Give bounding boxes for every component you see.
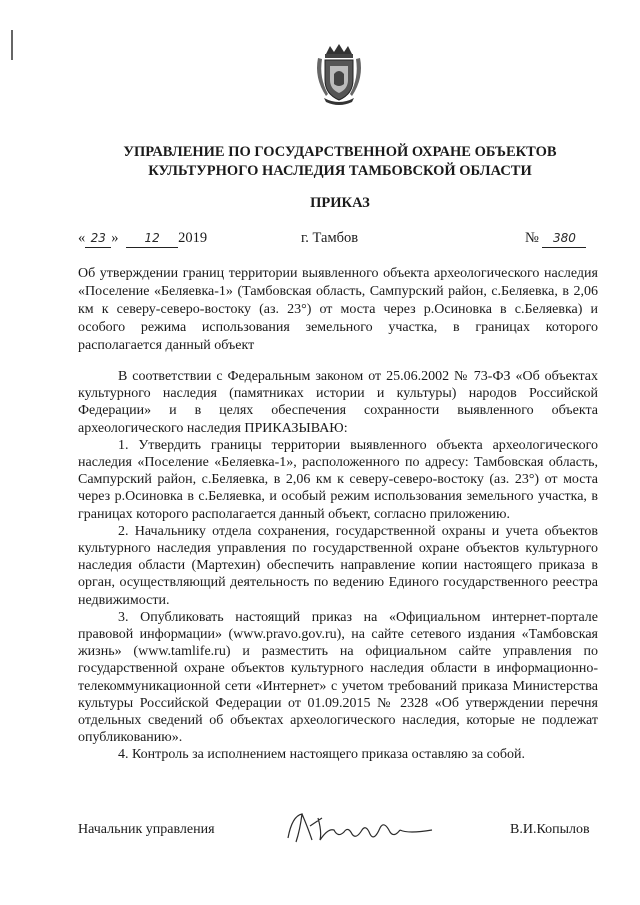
date-year: 2019: [178, 230, 208, 246]
organization-header-line1: УПРАВЛЕНИЕ ПО ГОСУДАРСТВЕННОЙ ОХРАНЕ ОБЪЕКТОВ: [123, 144, 557, 160]
date-day-handwritten: 23: [90, 231, 106, 245]
document-title: ПРИКАЗ: [310, 195, 370, 211]
order-date: [78, 229, 207, 248]
body-item-1: 1. Утвердить границы территории выявленного объекта археологического наследия «Поселение «Беляевка-1», расположенного по адресу: Тамбовская область, Сампурский район, с.Беляевка, в 2,06 км к северу-северо-востоку (аз. 23°) от моста через р.Осиновка в с.Беляевка, и особый режим использования земельного участка, в границах которого располагается данный объект, согласно приложению.: [78, 437, 598, 522]
date-quote-close: »: [111, 230, 119, 246]
organization-header: [60, 143, 620, 181]
number-label: №: [525, 230, 539, 246]
order-body: [78, 368, 598, 764]
signatory-name: В.И.Копылов: [510, 822, 590, 837]
coat-of-arms-icon: [312, 44, 366, 106]
body-item-3: 3. Опубликовать настоящий приказ на «Официальном интернет-портале правовой информации» (www.pravo.gov.ru), на сайте сетевого издания «Тамбовская жизнь» (www.tamlife.ru) и разместить на официальном сайте управления по государственной охране объектов культурного наследия области в информационно-телекоммуникационной сети «Интернет» с учетом требований приказа Министерства культуры Российской Федерации от 01.09.2015 № 2328 «Об утверждении перечня отдельных сведений об объектах археологического наследия, которые не подлежат опубликованию».: [78, 609, 598, 746]
number-field: [542, 229, 586, 248]
body-item-4: 4. Контроль за исполнением настоящего приказа оставляю за собой.: [118, 747, 526, 763]
body-item-2: 2. Начальнику отдела сохранения, государственной охраны и учета объектов культурного наследия управления по государственной охране объектов культурного наследия области (Мартехин) обеспечить направление копии настоящего приказа в орган, осуществляющий деятельность по ведению Единого государственного реестра недвижимости.: [78, 523, 598, 608]
margin-mark: [10, 30, 14, 60]
order-number: [525, 229, 586, 248]
date-month-handwritten: 12: [144, 231, 160, 245]
date-month-field: [126, 229, 178, 248]
date-quote-open: «: [78, 230, 86, 246]
date-day-field: [85, 229, 111, 248]
organization-header-line2: КУЛЬТУРНОГО НАСЛЕДИЯ ТАМБОВСКОЙ ОБЛАСТИ: [148, 163, 532, 179]
order-subject: Об утверждении границ территории выявленного объекта археологического наследия «Поселение «Беляевка-1» (Тамбовская область, Сампурский район, с.Беляевка, в 2,06 км к северу-северо-востоку (аз. 23°) от моста через р.Осиновка в с.Беляевка) и особого режима использования земельного участка, в границах которого располагается данный объект: [78, 266, 598, 353]
signatory-position: Начальник управления: [78, 822, 215, 837]
number-handwritten: 380: [553, 231, 576, 245]
body-intro: В соответствии с Федеральным законом от 25.06.2002 № 73-ФЗ «Об объектах культурного наследия (памятниках истории и культуры) народов Российской Федерации» и в целях обеспечения сохранности выявленного объекта археологического наследия ПРИКАЗЫВАЮ:: [78, 369, 598, 436]
order-city: г. Тамбов: [301, 230, 359, 246]
signature-image: [282, 808, 442, 848]
